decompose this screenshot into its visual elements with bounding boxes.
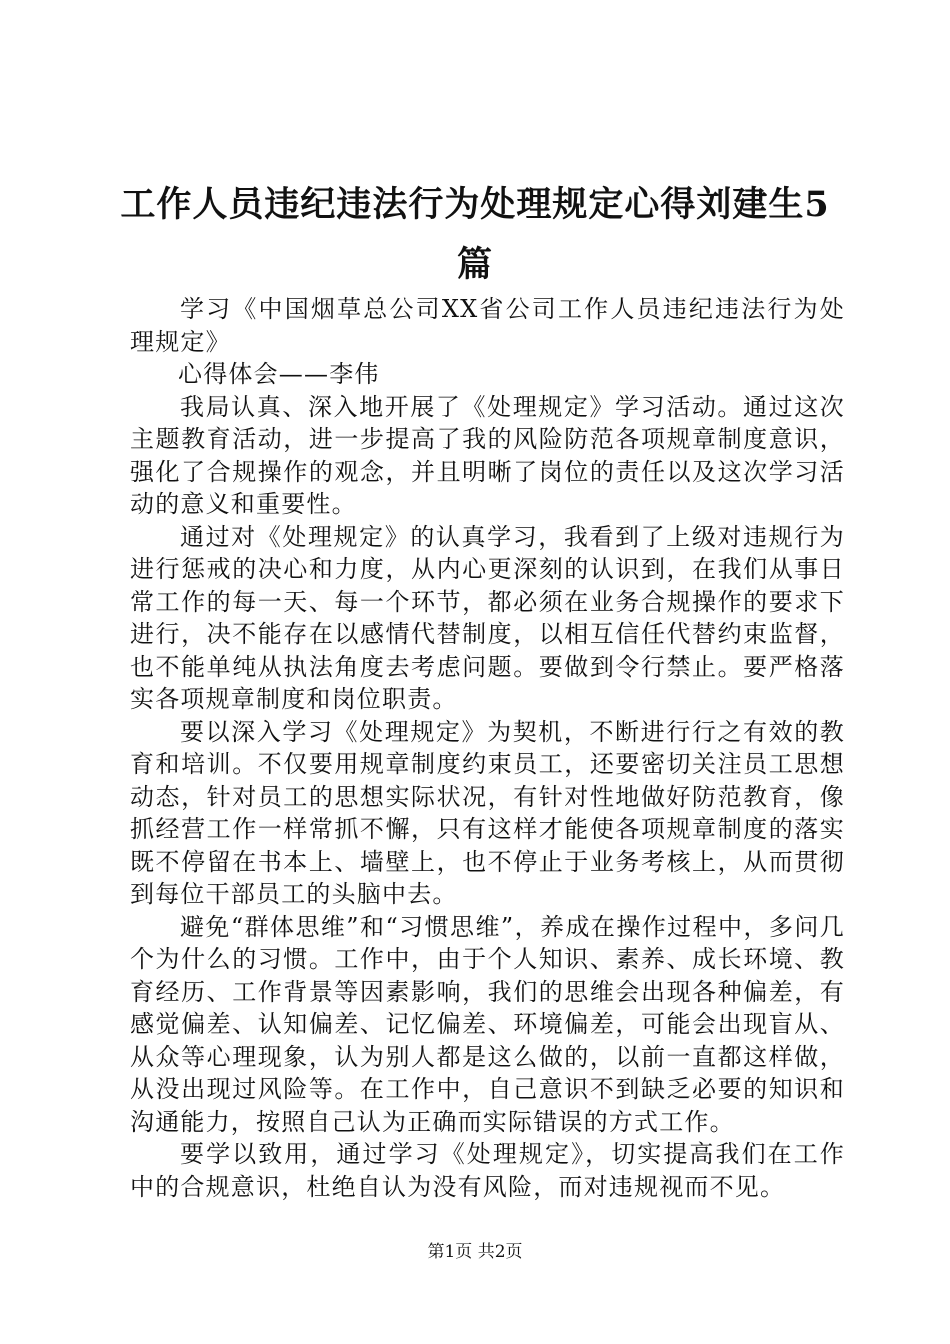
page-number-footer: 第1页 共2页 (427, 1242, 523, 1262)
paragraph-4: 避免“群体思维”和“习惯思维”，养成在操作过程中，多问几个为什么的习惯。工作中，由于个人知识、素养、成长环境、教育经历、工作背景等因素影响，我们的思维会出现各种偏差，有感觉偏差、认知偏差、记忆偏差、环境偏差，可能会出现盲从、从众等心理现象，认为别人都是这么做的，以前一直都这样做，从没出现过风险等。在工作中，自己意识不到缺乏必要的知识和沟通能力，按照自己认为正确而实际错误的方式工作。 (130, 912, 845, 1136)
paragraph-study-heading: 学习《中国烟草总公司XX省公司工作人员违纪违法行为处理规定》 (130, 295, 845, 356)
paragraph-author-line: 心得体会——李伟 (178, 360, 380, 388)
paragraph-2: 通过对《处理规定》的认真学习，我看到了上级对违规行为进行惩戒的决心和力度，从内心更深刻的认识到，在我们从事日常工作的每一天、每一个环节，都必须在业务合规操作的要求下进行，决不能存在以感情代替制度，以相互信任代替约束监督，也不能单纯从执法角度去考虑问题。要做到令行禁止。要严格落实各项规章制度和岗位职责。 (130, 522, 845, 713)
paragraph-5: 要学以致用，通过学习《处理规定》，切实提高我们在工作中的合规意识，杜绝自认为没有风险，而对违规视而不见。 (130, 1140, 845, 1201)
paragraph-3: 要以深入学习《处理规定》为契机，不断进行行之有效的教育和培训。不仅要用规章制度约束员工，还要密切关注员工思想动态，针对员工的思想实际状况，有针对性地做好防范教育，像抓经营工作一样常抓不懈，只有这样才能使各项规章制度的落实既不停留在书本上、墙壁上，也不停止于业务考核上，从而贯彻到每位干部员工的头脑中去。 (130, 717, 845, 908)
document-title: 工作人员违纪违法行为处理规定心得刘建生5篇 (120, 184, 830, 285)
document-body (130, 293, 845, 1203)
paragraph-1: 我局认真、深入地开展了《处理规定》学习活动。通过这次主题教育活动，进一步提高了我的风险防范各项规章制度意识，强化了合规操作的观念，并且明晰了岗位的责任以及这次学习活动的意义和重要性。 (130, 392, 845, 518)
